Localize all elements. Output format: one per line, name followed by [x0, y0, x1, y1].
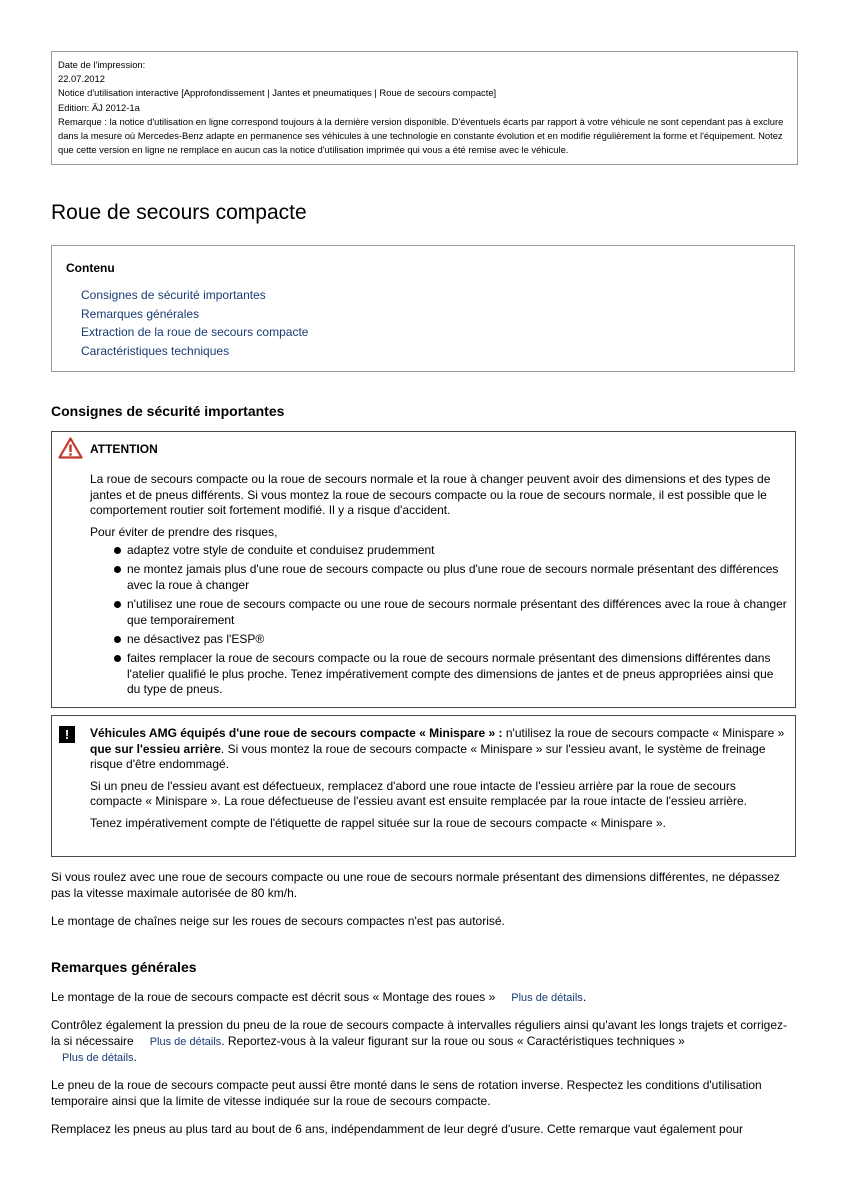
print-date-label: Date de l'impression: [58, 59, 146, 70]
more-details-link[interactable]: Plus de détails [511, 992, 583, 1004]
note-bold-lead: Véhicules AMG équipés d'une roue de secours compacte « Minispare » : [90, 726, 503, 740]
general-p2-text-b: . Reportez-vous à la valeur figurant sur la roue ou sous « Caractéristiques techniques » [221, 1033, 685, 1048]
general-p2-text-a: Contrôlez également la pression du pneu de la roue de secours compacte à intervalles réguliers ainsi qu'avant les longs trajets et corrigez-la si nécessaire [51, 1018, 788, 1048]
list-item: ne désactivez pas l'ESP® [90, 632, 790, 648]
snow-chain-paragraph: Le montage de chaînes neige sur les roues de secours compactes n'est pas autorisé. [51, 914, 505, 928]
general-paragraph-1: Le montage de la roue de secours compacte est décrit sous « Montage des roues » Plus de détails. [51, 990, 587, 1004]
toc-title: Contenu [66, 261, 115, 275]
edition-label: Edition: ÄJ 2012-1a [58, 101, 140, 113]
more-details-link[interactable]: Plus de détails [62, 1052, 134, 1065]
general-p1-text: Le montage de la roue de secours compacte est décrit sous « Montage des roues » [51, 990, 496, 1004]
breadcrumb: Notice d'utilisation interactive [Approfondissement | Jantes et pneumatiques | Roue de secours compacte] [58, 87, 497, 99]
amg-note-box [51, 715, 796, 857]
warning-triangle-icon [58, 437, 83, 459]
section-heading-safety: Consignes de sécurité importantes [51, 403, 285, 419]
print-date-value: 22.07.2012 [58, 73, 105, 85]
list-item: faites remplacer la roue de secours compacte ou la roue de secours normale présentant des dimensions différentes dans l'atelier qualifié le plus proche. Tenez impérativement compte des dimensions de jantes et de pneus appropriées ainsi que du type de pneus. [90, 651, 790, 698]
note-paragraph-1 [90, 726, 790, 773]
general-paragraph-3: Le pneu de la roue de secours compacte peut aussi être monté dans le sens de rotation inverse. Respectez les conditions d'utilisation temporaire ainsi que la limite de vitesse indiquée sur la roue de secours compacte. [51, 1078, 762, 1108]
section-heading-general: Remarques générales [51, 959, 197, 975]
general-paragraph-4: Remplacez les pneus au plus tard au bout de 6 ans, indépendamment de leur degré d'usure. Cette remarque vaut également pour [51, 1122, 744, 1136]
list-item: ne montez jamais plus d'une roue de secours compacte ou plus d'une roue de secours normale présentant des différences avec la roue à changer [90, 562, 790, 593]
warning-box [51, 431, 796, 708]
print-info-box [51, 51, 798, 165]
toc-link-specs[interactable]: Caractéristiques techniques [81, 343, 230, 358]
note-text-1: n'utilisez la roue de secours compacte « Minispare » [502, 726, 785, 740]
warning-label: ATTENTION [90, 442, 158, 456]
more-details-link[interactable]: Plus de détails [149, 1035, 222, 1048]
toc-list [81, 286, 308, 360]
note-paragraph-3: Tenez impérativement compte de l'étiquette de rappel située sur la roue de secours compacte « Minispare ». [90, 815, 666, 830]
general-paragraph-2: Contrôlez également la pression du pneu de la roue de secours compacte à intervalles réguliers ainsi qu'avant les longs trajets et corrigez-la si nécessaire Plus de détails. Reportez-vous à la valeur figurant sur la roue ou sous « Caractéristiques techniques » Plus de détails. [51, 1018, 788, 1065]
online-remark: Remarque : la notice d'utilisation en ligne correspond toujours à la dernière version disponible. D'éventuels écarts par rapport à votre véhicule ne sont cependant pas à exclure dans la mesure où Mercedes-Benz adapte en permanence ses véhicules à une technologie en constante évolution et en modifie régulièrement la forme et l'équipement. Notez que cette version en ligne ne remplace en aucun cas la notice d'utilisation imprimée qui vous a été remise avec le véhicule. [58, 115, 784, 156]
warning-bullet-list [90, 543, 790, 697]
note-text-2: . Si vous montez la roue de secours compacte « Minispare » sur l'essieu avant, le système de freinage risque d'être endommagé. [90, 741, 766, 772]
list-item: n'utilisez une roue de secours compacte ou une roue de secours normale présentant des différences avec la roue à changer que temporairement [90, 597, 790, 628]
note-content [90, 726, 790, 838]
list-item: adaptez votre style de conduite et conduisez prudemment [90, 543, 790, 559]
table-of-contents [51, 245, 795, 372]
toc-link-extraction[interactable]: Extraction de la roue de secours compacte [81, 325, 309, 340]
speed-limit-paragraph: Si vous roulez avec une roue de secours compacte ou une roue de secours normale présentant des dimensions différentes, ne dépassez pas la vitesse maximale autorisée de 80 km/h. [51, 870, 780, 900]
toc-link-safety[interactable]: Consignes de sécurité importantes [81, 288, 266, 302]
note-bold-2: que sur l'essieu arrière [90, 741, 221, 756]
exclamation-icon: ! [59, 726, 75, 743]
toc-link-general[interactable]: Remarques générales [81, 306, 200, 321]
warning-intro: Pour éviter de prendre des risques, [90, 524, 278, 539]
warning-paragraph: La roue de secours compacte ou la roue de secours normale et la roue à changer peuvent avoir des dimensions et des types de jantes et de pneus différents. Si vous montez la roue de secours compacte ou la roue de secours normale, il est possible que le comportement routier soit fortement modifié. Il y a risque d'accident. [90, 472, 771, 518]
note-paragraph-2: Si un pneu de l'essieu avant est défectueux, remplacez d'abord une roue intacte de l'essieu arrière par la roue de secours compacte « Minispare ». La roue défectueuse de l'essieu avant est ensuite remplacée par la roue intacte de l'essieu arrière. [90, 778, 747, 809]
page-title: Roue de secours compacte [51, 201, 307, 224]
warning-content [90, 472, 790, 701]
